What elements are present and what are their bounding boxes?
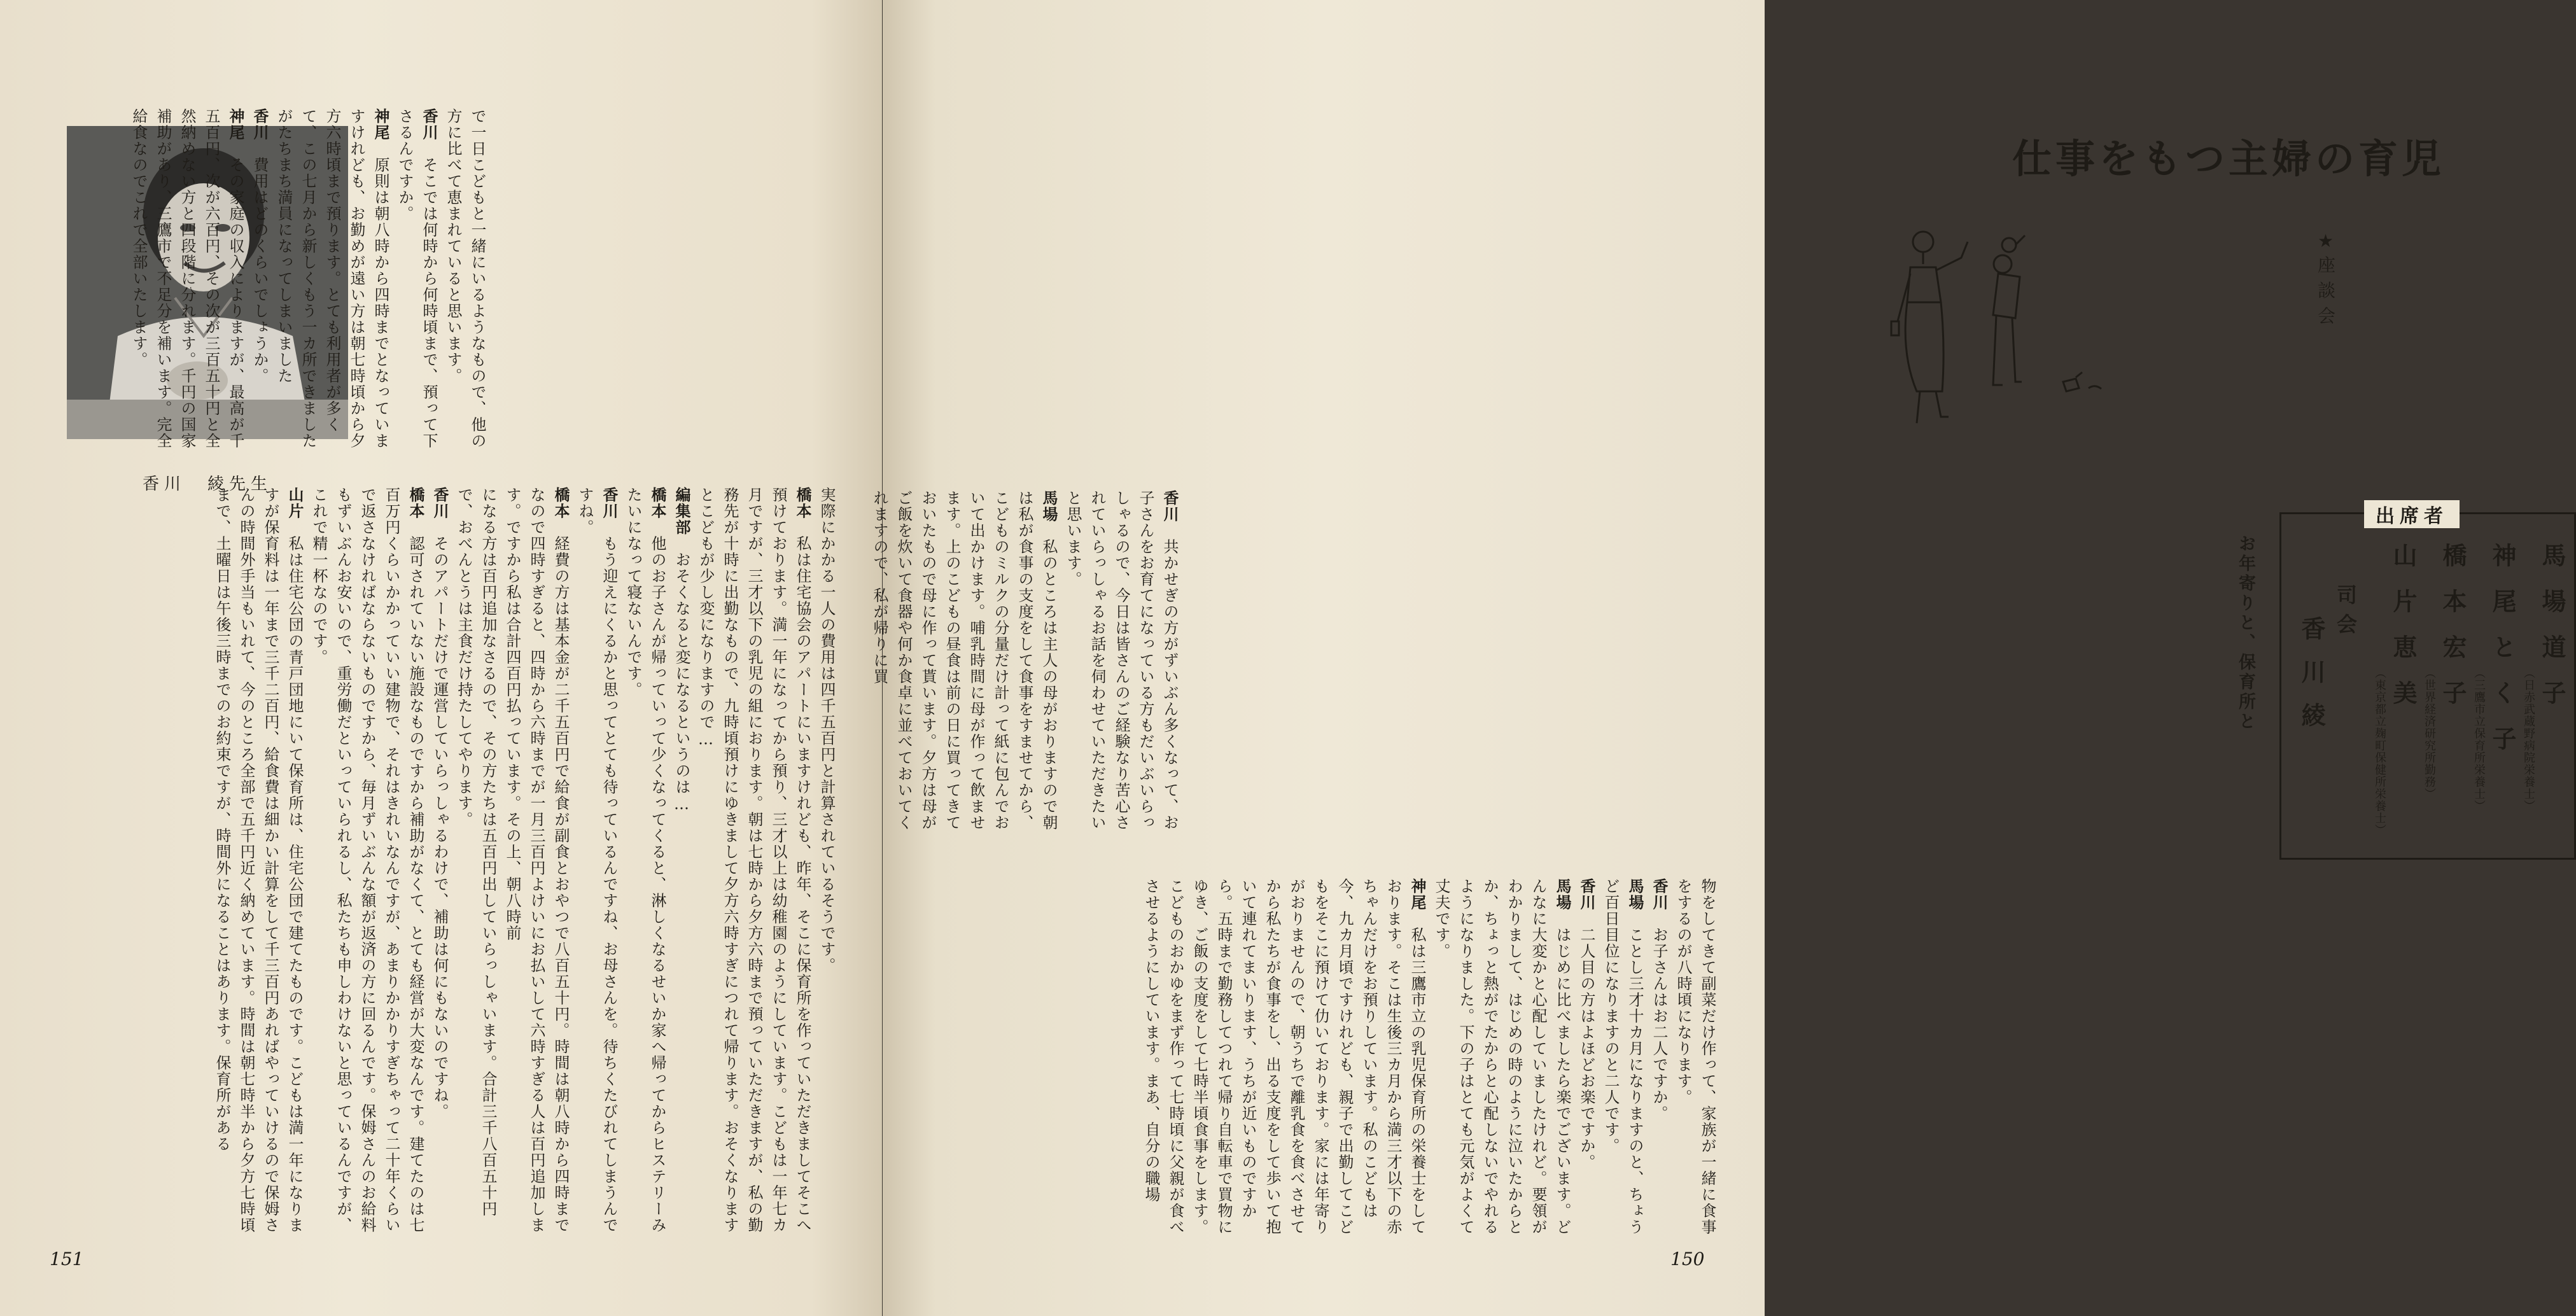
speech-text: 共かせぎの方がずいぶん多くなって、お子さんをお育てになっている方もだいぶいらっしゃるので、今日は皆さんのご経験なり苦心されていらっしゃるお話を伺わせていただきたいと思います。	[1064, 490, 1179, 831]
dialogue-paragraph	[127, 108, 248, 461]
attendees-title: 出席者	[2364, 500, 2460, 528]
speech-text: 私は住宅公団の青戸団地にいて保育所は、住宅公団で建てたものです。こどもは満一年になりますが保育料は一年まで三千二百円、給食費は細かい計算をして千三百円あればやっていけるので保姆さんの時間外手当もいれて、今のところ全部で五千円近く納めています。時間は朝七時半から夕方七時頃まで、土曜日は午後三時までのお約束ですが、時間外になることはあります。保育所がある	[213, 487, 304, 1233]
speech-text: 他のお子さんが帰っていって少くなってくると、淋しくなるせいか家へ帰ってからヒステリーみたいになって寝ないんです。	[624, 487, 666, 1233]
attendee-name: 馬場道子	[2538, 543, 2566, 726]
speaker-name: 香川	[1578, 878, 1595, 911]
article-subtitle: ★座談会	[2318, 230, 2342, 326]
dialogue-paragraph	[500, 487, 573, 1235]
dialogue-paragraph	[694, 487, 815, 1235]
attendee-affiliation: （三鷹市立保育所栄養士）	[2472, 667, 2486, 812]
speech-text: 認可されていない施設なものですから補助がなくて、とても経営が大変なんです。建てたのは七百万円くらいかかっていい建物で、それはきれいなんですが、あまりかかりすぎちゃって二十年くらいで返さなければならないものですから、毎月ずいぶんな額が返済の方に回るんです。保姆さんのお給料もずいぶんお安いので、重労働だといっていられるし、私たちも申しわけないと思っているんですが、これで精一杯なのです。	[310, 487, 424, 1233]
speech-text: 実際にかかる一人の費用は四千五百円と計算されているそうです。	[818, 487, 836, 974]
attendee-affiliation: （日赤武蔵野病院栄養士）	[2522, 667, 2535, 812]
right-lower-text-block	[927, 878, 1719, 1247]
page-number-right: 150	[1670, 1249, 1705, 1270]
speech-text: お子さんはお二人ですか。	[1650, 927, 1668, 1122]
speech-text: 原則は朝八時から四時までとなっていますけれども、お勤めが遠い方は朝七時頃から夕方六時頃まで預ります。とても利用者が多くて、この七月から新しくもう一カ所できましたがたちまち満員になってしまいました	[275, 108, 389, 449]
dialogue-paragraph	[441, 108, 489, 461]
speaker-name: 香川	[431, 487, 449, 519]
attendee-name: 神尾とく子	[2488, 543, 2516, 772]
illustration-family	[1872, 226, 2184, 436]
speaker-name: 神尾	[1408, 878, 1426, 911]
speech-text: 私のところは主人の母がおりますので朝は私が食事の支度をして食事をすませてから、こどものミルクの分量だけ計って紙に包んでおいて出かけます。哺乳時間に母が作って飲ませます。上のこどもの昼食は前の日に買ってきておいたもので母に作って貰います。夕方は母がご飯を炊いて食器や何か食卓に並べておいてくれますので、私が帰りに買	[871, 490, 1058, 831]
dialogue-paragraph	[248, 108, 272, 461]
speech-text: おそくなると変になるというのは…	[673, 552, 690, 814]
dialogue-paragraph	[1574, 878, 1599, 1247]
dialogue-paragraph	[669, 487, 694, 1235]
left-upper-text-block	[18, 108, 489, 461]
dialogue-paragraph	[867, 490, 1061, 846]
speaker-name: 香川	[420, 108, 438, 141]
section-heading: お年寄りと、保育所と	[2236, 535, 2255, 732]
family-sketch	[1872, 226, 2184, 436]
attendee-name: 山片恵美	[2389, 543, 2417, 726]
moderator-name: 香川綾	[2297, 616, 2325, 746]
speaker-name: 神尾	[227, 108, 244, 141]
speech-text: そのアパートだけで運営していらっしゃるわけで、補助は何にもないのですね。	[431, 535, 449, 1120]
dialogue-paragraph	[573, 487, 621, 1235]
left-lower-text-block	[43, 487, 839, 1235]
dialogue-paragraph	[815, 487, 839, 1235]
speech-text: はじめに比べましたら楽でございます。どんなに大変かと心配していましたけれど。要領がわかりまして、はじめの時のように泣いたからとか、ちょっと熱がでたからと心配しないでやれるようになりました。下の子はとても元気がよくて丈夫です。	[1432, 878, 1571, 1235]
speaker-name: 橋本	[407, 487, 424, 519]
speaker-name: 橋本	[794, 487, 811, 519]
speech-text: 費用はどのくらいでしょうか。	[251, 157, 269, 384]
speaker-name: 神尾	[372, 108, 389, 141]
speaker-name: 香川	[1161, 490, 1179, 522]
speech-text: 経費の方は基本金が二千五百円で給食が副食とおやつで八百五十円。時間は朝八時から四時までなので四時すぎると、四時から六時までが一月三百円よけいにお払いして六時すぎる人は百円追加します。ですから私は合計四百円払っています。その上、朝八時前	[503, 487, 570, 1233]
dialogue-paragraph	[210, 487, 307, 1235]
speech-text: そこでは何時から何時頃まで、預って下さるんですか。	[396, 108, 438, 449]
dialogue-paragraph	[1139, 878, 1429, 1247]
speaker-name: 馬場	[1553, 878, 1571, 911]
attendee-affiliation: （世界経済研究所勤務）	[2423, 667, 2436, 800]
speaker-name: 馬場	[1626, 878, 1644, 911]
speaker-name: 山片	[286, 487, 304, 519]
speaker-name: 馬場	[1040, 490, 1058, 522]
dialogue-paragraph	[1599, 878, 1647, 1247]
dialogue-paragraph	[1429, 878, 1574, 1247]
speech-text: 私は住宅協会のアパートにいますけれども、昨年、そこに保育所を作っていただきましてそこへ預けております。満一年になってから預り、三才以上は幼稚園のようにしています。こどもは一年七カ月ですが、三才以下の乳児の組におります。朝は七時から夕方六時まで預っていただきますが、私の勤務先が十時に出勤なもので、九時頃預けにゆきまして夕方六時すぎにつれて帰ります。おそくなりますとこどもが少し変になりますので…	[697, 487, 811, 1233]
speech-text: になる方は百円追加なさるので、その方たちは五百円出していらっしゃいます。合計三千八百五十円で、おべんとうは主食だけ持たしてやります。	[455, 487, 497, 1217]
speaker-name: 香川	[1650, 878, 1668, 911]
right-upper-text-block	[871, 490, 1182, 846]
attendee-name: 橋本宏子	[2439, 543, 2467, 726]
moderator-role: 司会	[2334, 584, 2358, 643]
attendee-affiliation: （東京都立麹町保健所栄養士）	[2373, 667, 2386, 836]
page-number-left: 151	[50, 1249, 84, 1270]
speech-text: で一日こどもと一緒にいるようなもので、他の方に比べて恵まれていると思います。	[444, 108, 486, 449]
dialogue-paragraph	[1671, 878, 1719, 1247]
speaker-name: 編集部	[673, 487, 690, 536]
speaker-name: 橋本	[648, 487, 666, 519]
speaker-name: 香川	[600, 487, 618, 519]
dialogue-paragraph	[1061, 490, 1182, 846]
dialogue-paragraph	[307, 487, 428, 1235]
speech-text: 私は三鷹市立の乳児保育所の栄養士をしております。そこは生後三カ月から満三才以下の赤ちゃんだけをお預りしています。私のこどもは今、九カ月頃ですけれども、親子で出勤してこどもをそこに預けて仂いております。家には年寄りがおりませんので、朝うちで離乳食を食べさせてから私たちが食事をし、出る支度をして歩いて抱いて連れてまいります、うちが近いものですから。五時まで勤務してつれて帰り自転車で買物にゆき、ご飯の支度をして七時半頃食事をします。こどものおかゆをまず作って七時頃に父親が食べさせるようにしています。まあ、自分の職場	[1142, 878, 1426, 1235]
speech-text: 二人目の方はよほどお楽ですか。	[1578, 927, 1595, 1170]
speaker-name: 橋本	[552, 487, 570, 519]
dialogue-paragraph	[393, 108, 441, 461]
photo-caption: 香川 綾先生	[142, 475, 272, 494]
speech-text: もう迎えにくるかと思ってとても待っているんですね、お母さんを。待ちくたびれてしまうんですね。	[576, 487, 618, 1233]
speech-text: その家庭の収入によりますが、最高が千五百円、次が六百円、その次が三百五十円と全然納めない方と四段階に分れます。千円の国家補助があり、三鷹市で不足分を補います。完全給食なのでこれで全部いたします。	[130, 108, 244, 449]
article-title: 仕事をもつ主婦の育児	[2012, 136, 2446, 182]
dialogue-paragraph	[452, 487, 500, 1235]
left-page	[0, 0, 882, 1316]
dialogue-paragraph	[272, 108, 393, 461]
dialogue-paragraph	[1647, 878, 1671, 1247]
right-page	[871, 0, 2566, 1316]
dialogue-paragraph	[621, 487, 669, 1235]
speaker-name: 香川	[251, 108, 269, 141]
dialogue-paragraph	[428, 487, 452, 1235]
speech-text: 物をしてきて副菜だけ作って、家族が一緒に食事をするのが八時頃になります。	[1674, 878, 1716, 1235]
attendees-box	[2279, 505, 2576, 860]
speech-text: ことし三才十カ月になりますのと、ちょうど百日目位になりますのと二人です。	[1602, 878, 1644, 1235]
